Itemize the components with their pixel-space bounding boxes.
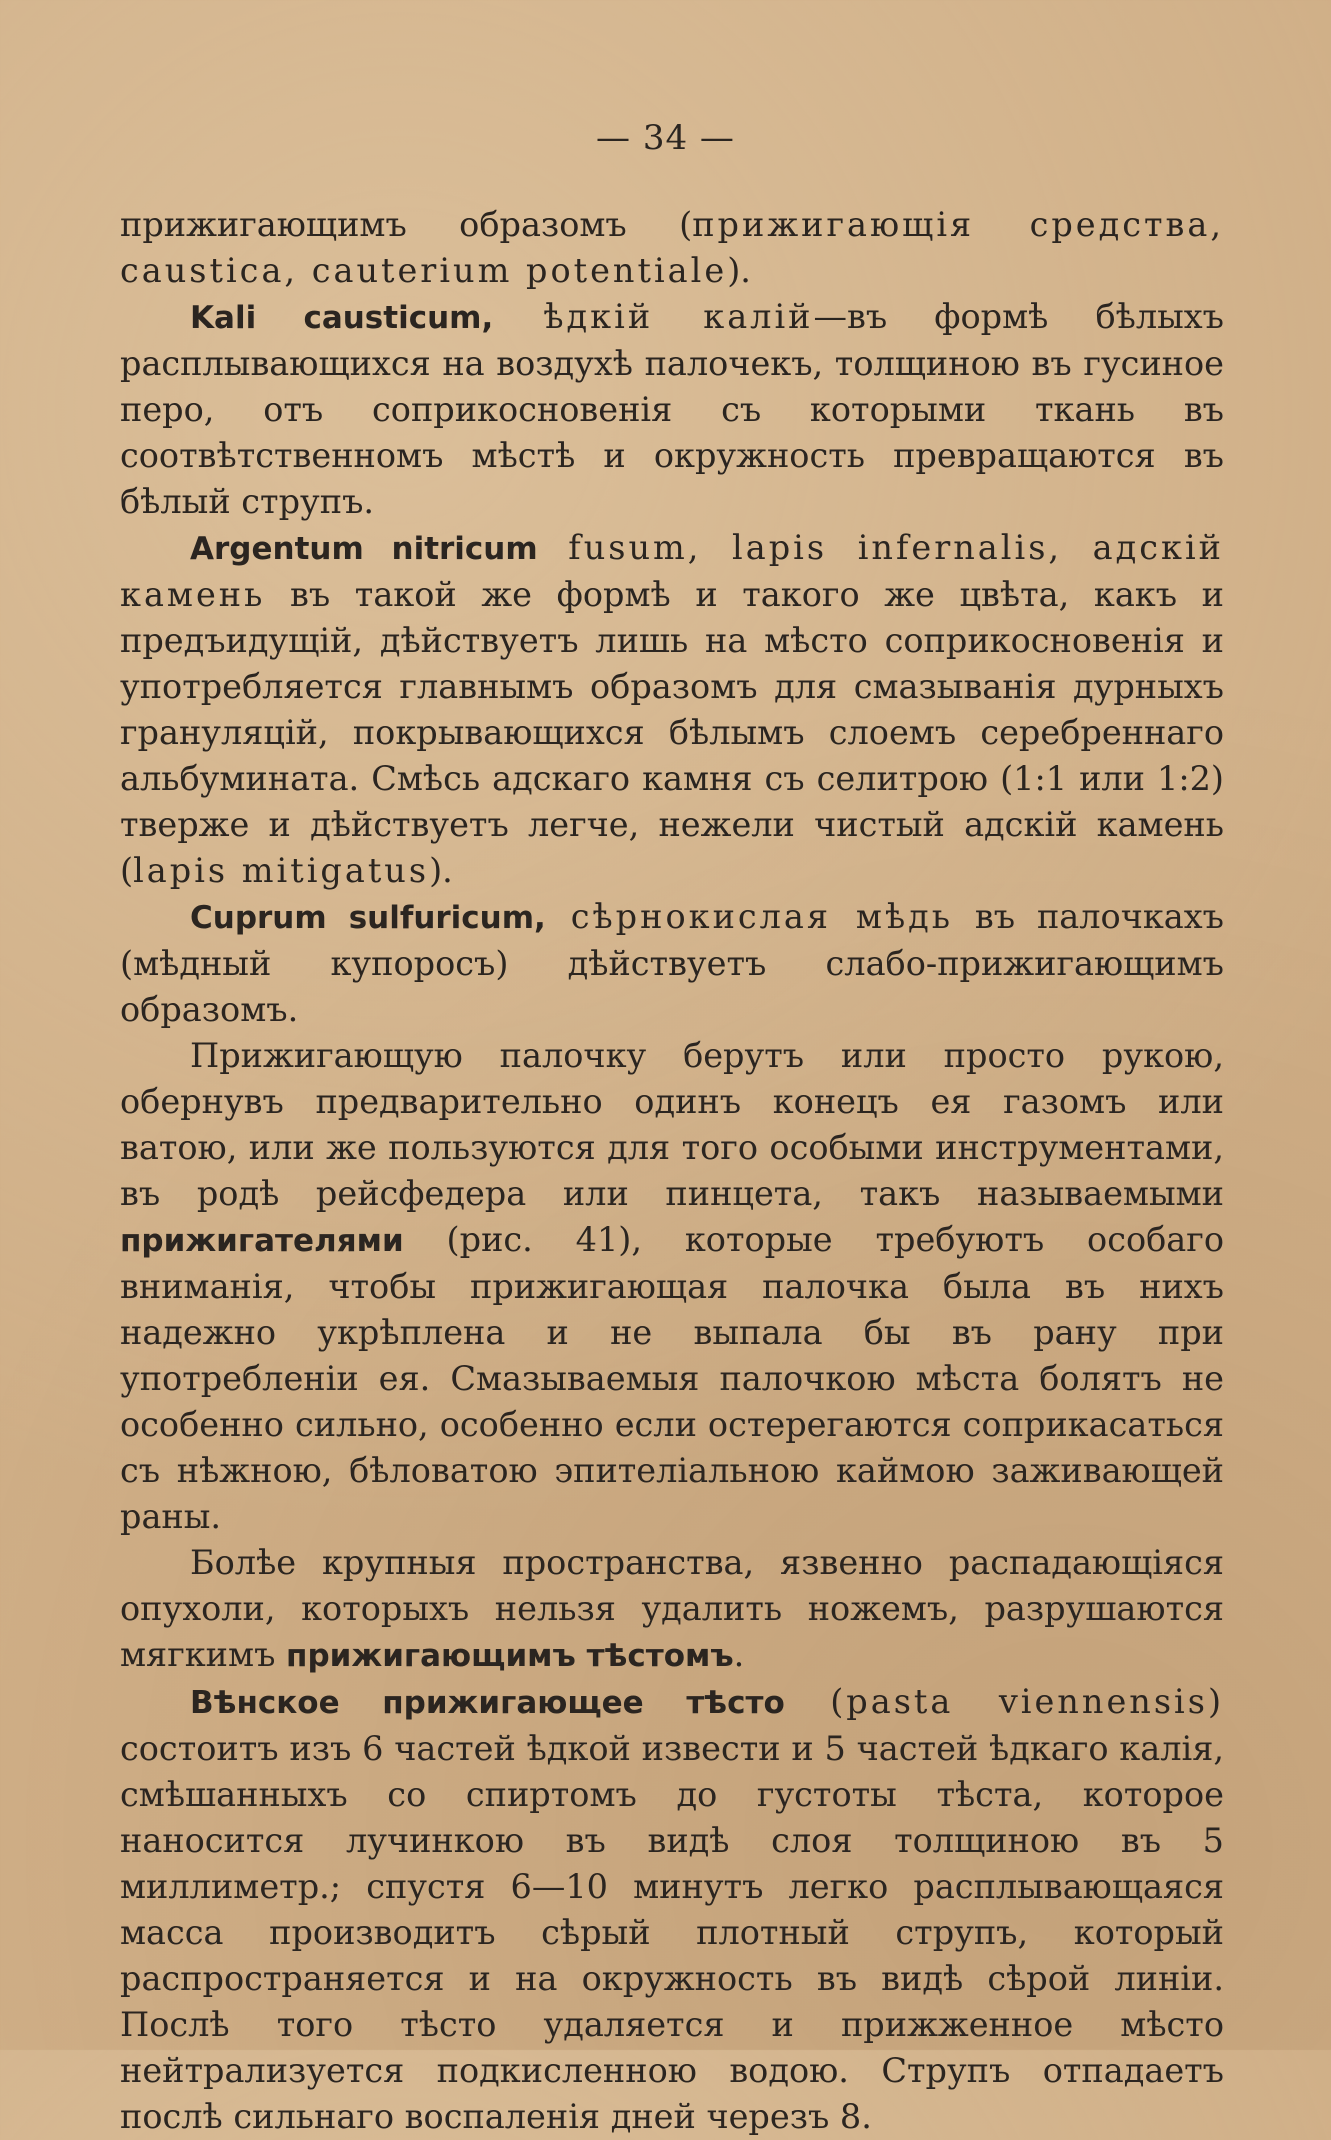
text-run: . bbox=[733, 1635, 745, 1674]
paragraph-argentum-nitricum bbox=[120, 525, 1224, 894]
term-heading: Argentum nitricum bbox=[190, 531, 538, 567]
paragraph-cauterizing-stick bbox=[120, 1033, 1224, 1540]
page-number: — 34 — bbox=[596, 118, 735, 158]
page-text bbox=[120, 202, 1224, 2140]
text-run: Болѣе крупныя пространства, язвенно распадающіяся опухоли, которыхъ нельзя удалить ножемъ, разрушаются мягкимъ bbox=[120, 1543, 1224, 1674]
text-run: въ такой же формѣ и такого же цвѣта, какъ и предъидущій, дѣйствуетъ лишь на мѣсто соприкосновенія и употребляется главнымъ образомъ для смазыванія дурныхъ грануляцій, покрывающихся бѣлымъ слоемъ серебреннаго альбумината. Смѣсь адскаго камня съ селитрою (1:1 или 1:2) тверже и дѣйствуетъ легче, нежели чистый адскій камень ( bbox=[120, 575, 1224, 890]
text-run-spaced: прижигающія средства, caustica, cauterium potentiale bbox=[120, 205, 1225, 290]
text-run: состоитъ изъ 6 частей ѣдкой извести и 5 частей ѣдкаго калія, смѣшанныхъ со спиртомъ до густоты тѣста, которое наносится лучинкою въ видѣ слоя толщиною въ 5 миллиметр.; спустя 6—10 минутъ легко расплывающаяся масса производитъ сѣрый плотный струпъ, который распространяется и на окружность въ видѣ сѣрой линіи. Послѣ того тѣсто удаляется и прижженное мѣсто нейтрализуется подкисленною водою. Струпъ отпадаетъ послѣ сильнаго воспаленія дней черезъ 8. bbox=[120, 1729, 1224, 2136]
term-heading: прижигателями bbox=[120, 1223, 404, 1259]
paragraph-vienna-paste bbox=[120, 1679, 1224, 2140]
term-heading: Вѣнское прижигающее тѣсто bbox=[190, 1685, 785, 1721]
text-run: —въ формѣ бѣлыхъ расплывающихся на воздухѣ палочекъ, толщиною въ гусиное перо, отъ соприкосновенія съ которыми ткань въ соотвѣтственномъ мѣстѣ и окружность превращаются въ бѣлый струпъ. bbox=[120, 297, 1224, 521]
term-heading: прижигающимъ тѣстомъ bbox=[286, 1638, 734, 1674]
text-run-spaced: (pasta viennensis) bbox=[784, 1682, 1225, 1721]
text-run-spaced: fusum, lapis infernalis, адскій камень bbox=[120, 528, 1224, 614]
text-run-spaced: сѣрнокислая мѣдь bbox=[545, 897, 954, 936]
term-heading: Cuprum sulfuricum, bbox=[190, 900, 546, 936]
text-run-spaced: ѣдкій калій bbox=[493, 297, 814, 336]
text-run: Прижигающую палочку берутъ или просто рукою, обернувъ предварительно одинъ конецъ ея газомъ или ватою, или же пользуются для того особыми инструментами, въ родѣ рейсфедера или пинцета, такъ называемыми bbox=[120, 1036, 1224, 1213]
text-run: ). bbox=[727, 251, 751, 290]
text-run-spaced: lapis mitigatus bbox=[133, 851, 430, 890]
text-run: (рис. 41), которые требуютъ особаго вниманія, чтобы прижигающая палочка была въ нихъ надежно укрѣплена и не выпала бы въ рану при употребленіи ея. Смазываемыя палочкою мѣста болятъ не особенно сильно, особенно если остерегаются соприкасаться съ нѣжною, бѣловатою эпителіальною каймою заживающей раны. bbox=[120, 1220, 1224, 1536]
term-heading: Kali causticum, bbox=[190, 300, 494, 336]
text-run: прижигающимъ образомъ ( bbox=[120, 205, 693, 244]
paragraph-continuation bbox=[120, 202, 1224, 294]
text-run: ). bbox=[429, 851, 453, 890]
paragraph-large-areas bbox=[120, 1540, 1224, 1679]
paragraph-cuprum-sulfuricum bbox=[120, 894, 1224, 1033]
paragraph-kali-causticum bbox=[120, 294, 1224, 525]
text-run: въ палочкахъ (мѣдный купоросъ) дѣйствуетъ слабо-прижигающимъ образомъ. bbox=[120, 897, 1224, 1029]
